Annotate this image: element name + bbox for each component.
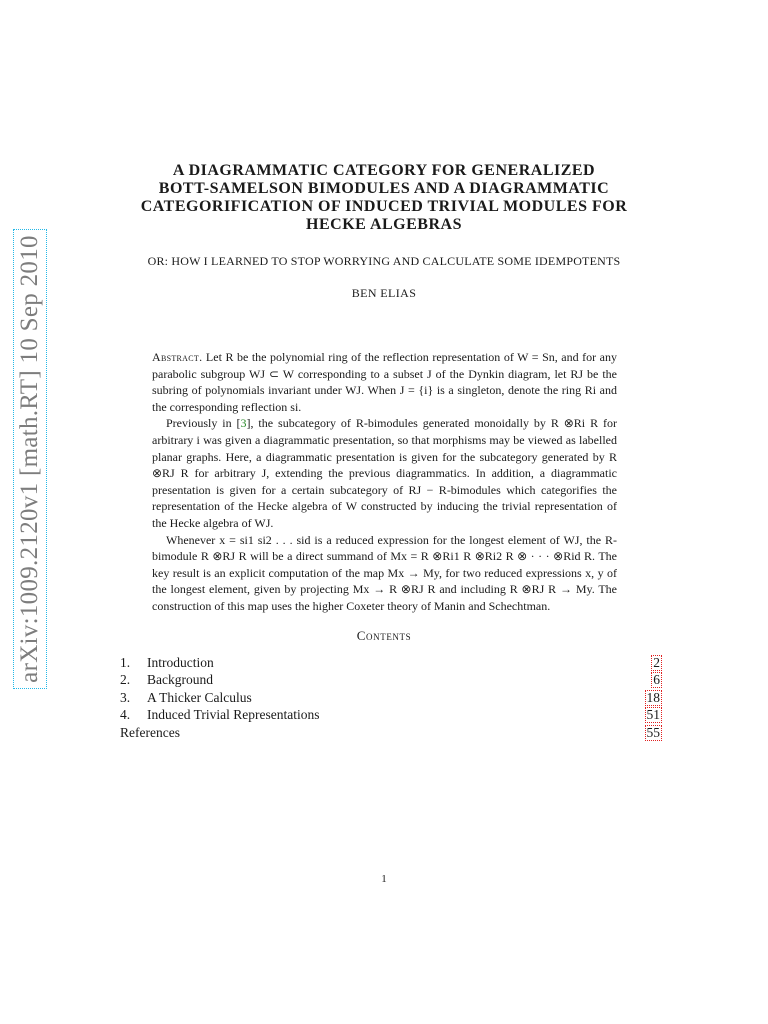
abstract-text: Whenever x = si1 si2 . . . sid is a reduced expression for the longest element of WJ, the R-bimodule R ⊗RJ R will be a direct summand of Mx = R ⊗Ri1 R ⊗Ri2 R ⊗ · · · ⊗Rid R. The key result is an explicit computation of the map Mx → My, for two reduced expressions x, y of the longest element, given by projecting Mx → R ⊗RJ R and including R ⊗RJ R → My. The construction of this map uses the higher Coxeter theory of Manin and Schechtman. — [152, 532, 617, 613]
abstract-text: ], the subcategory of R-bimodules generated monoidally by R ⊗Ri R for arbitrary i was given a diagrammatic presentation, so that morphisms may be viewed as labelled planar graphs. Here, a diagrammatic presentation is given for the subcategory generated by R ⊗RJ R for arbitrary J, extending the previous diagrammatics. In addition, a diagrammatic presentation is given for a certain subcategory of RJ − R-bimodules which categorifies the representation of the Hecke algebra of W constructed by inducing the trivial representation of the Hecke algebra of WJ. — [152, 416, 617, 530]
toc-entry-references — [120, 724, 665, 741]
toc-section-title: Introduction — [147, 655, 214, 670]
toc-section-number: 4. — [120, 707, 131, 723]
toc-section-title: Induced Trivial Representations — [147, 707, 320, 723]
toc-section-number: 3. — [120, 689, 131, 705]
abstract — [152, 349, 617, 615]
page-number: 1 — [381, 873, 387, 885]
paper-title — [100, 162, 668, 234]
title-line: A DIAGRAMMATIC CATEGORY FOR GENERALIZED — [172, 162, 596, 179]
paper-subtitle: OR: HOW I LEARNED TO STOP WORRYING AND CALCULATE SOME IDEMPOTENTS — [147, 254, 621, 268]
abstract-paragraph-2 — [152, 415, 617, 531]
toc-section-title: Background — [147, 672, 213, 688]
arxiv-stamp[interactable] — [13, 229, 47, 689]
title-line: CATEGORIFICATION OF INDUCED TRIVIAL MODULES FOR — [140, 198, 628, 215]
toc-entry — [120, 654, 665, 671]
toc-section-number: 1. — [120, 655, 131, 670]
abstract-text: Let R be the polynomial ring of the reflection representation of W = Sn, and for any parabolic subgroup WJ ⊂ W corresponding to a subset J of the Dynkin diagram, let RJ be the subring of polynomials invariant under WJ. When J = {i} is a singleton, denote the ring Ri and the corresponding reflection si. — [152, 350, 618, 414]
toc-section-number: 2. — [120, 672, 131, 688]
title-line: HECKE ALGEBRAS — [306, 216, 462, 233]
arxiv-identifier: arXiv:1009.2120v1 [math.RT] 10 Sep 2010 — [16, 235, 43, 683]
toc-page-link[interactable]: 6 — [653, 672, 660, 688]
toc-page-link[interactable]: 51 — [646, 707, 660, 723]
toc-section-title: A Thicker Calculus — [147, 689, 252, 705]
citation-link[interactable]: 3 — [240, 416, 247, 431]
abstract-heading: Abstract. — [152, 350, 203, 364]
abstract-paragraph-3 — [152, 532, 617, 615]
toc-page-link[interactable]: 18 — [646, 689, 660, 705]
toc-entry — [120, 671, 665, 688]
contents-heading: Contents — [356, 628, 412, 643]
abstract-paragraph-1 — [152, 349, 617, 415]
toc-page-link[interactable]: 55 — [646, 724, 660, 740]
author-name: BEN ELIAS — [351, 286, 417, 300]
toc-entry — [120, 706, 665, 723]
title-line: BOTT-SAMELSON BIMODULES AND A DIAGRAMMATIC — [158, 180, 610, 197]
toc-entry — [120, 689, 665, 706]
toc-section-title: References — [120, 724, 180, 740]
toc-page-link[interactable]: 2 — [653, 655, 660, 670]
table-of-contents — [120, 654, 665, 741]
abstract-text: Previously in [ — [166, 416, 241, 431]
